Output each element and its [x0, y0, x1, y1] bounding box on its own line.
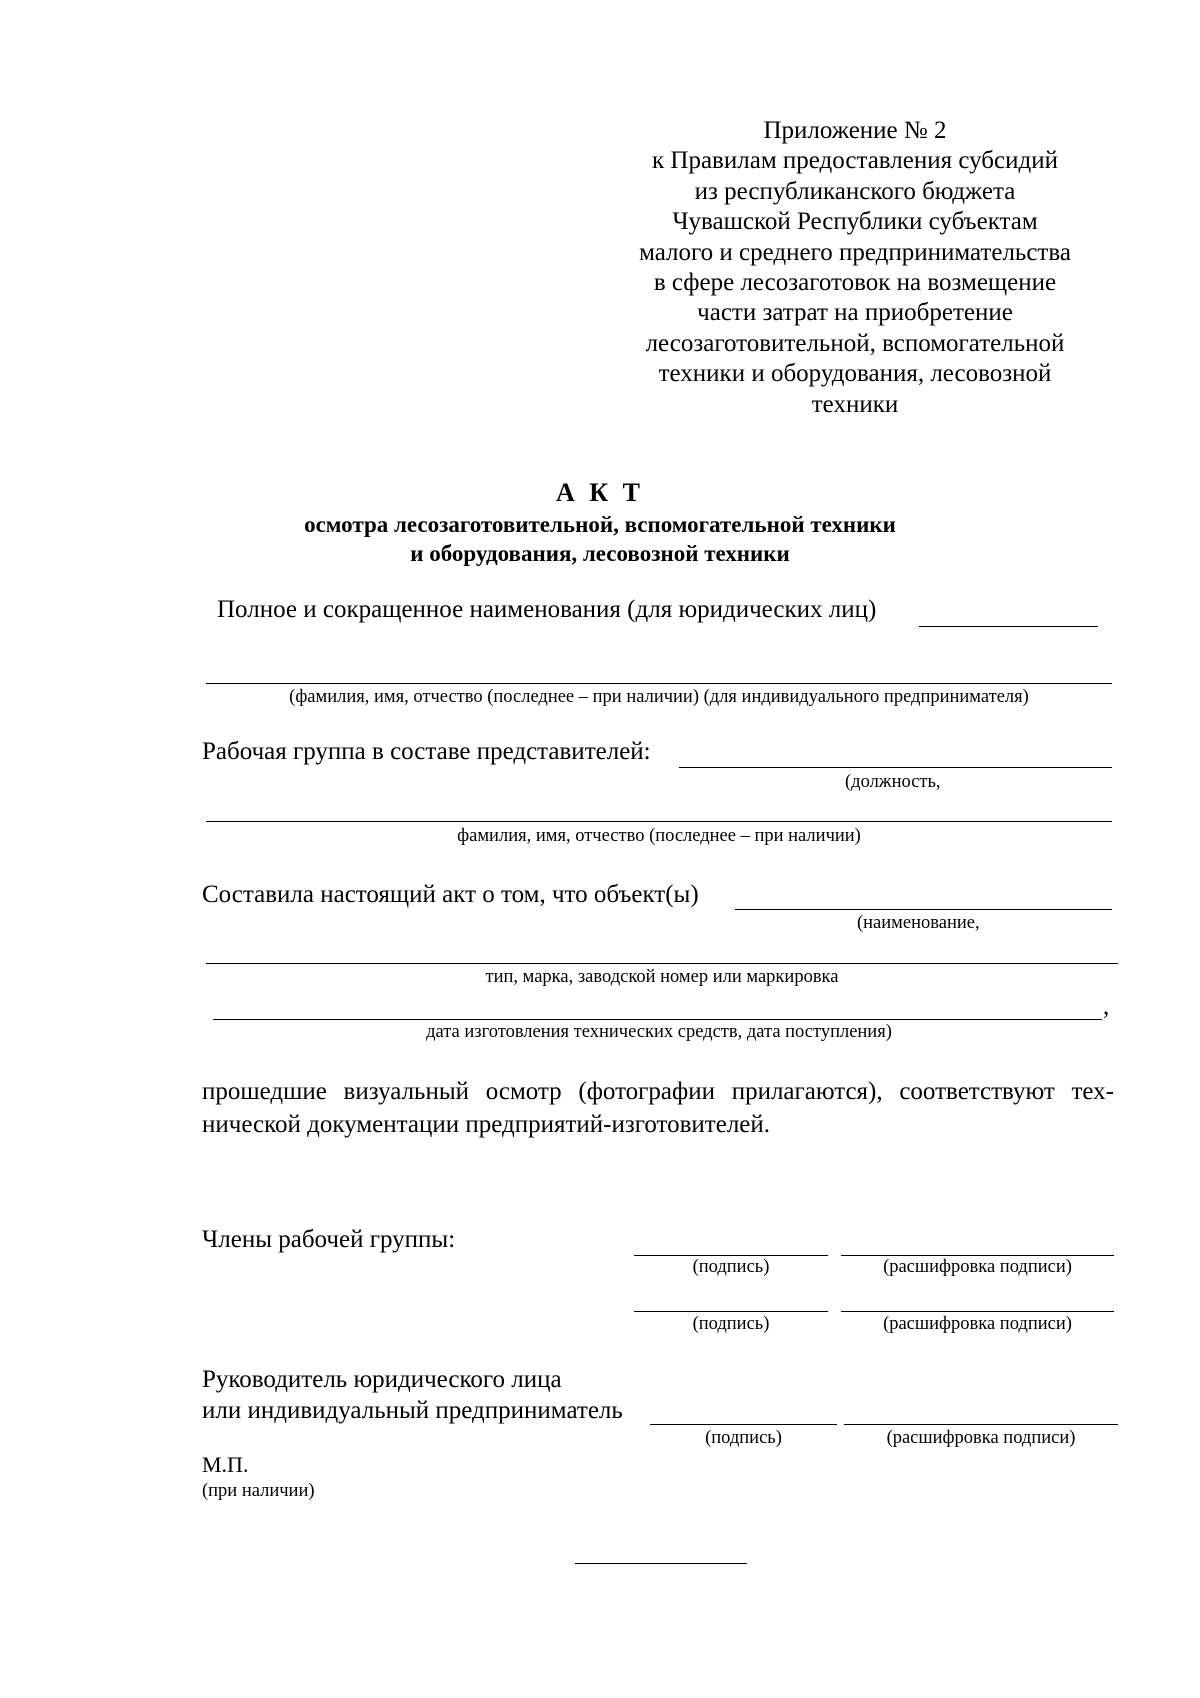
members-label: Члены рабочей группы: [202, 1226, 456, 1253]
object-line-2[interactable] [206, 963, 1118, 964]
appendix-line: в сфере лесозаготовок на возмещение [653, 269, 1057, 297]
head-sign-hint: (подпись) [705, 1428, 782, 1448]
appendix-line: из республиканского бюджета [694, 177, 1016, 205]
object-hint-name: (наименование, [857, 913, 980, 933]
member1-decode-line[interactable] [841, 1255, 1114, 1256]
appendix-line: к Правилам предоставления субсидий [652, 147, 1058, 175]
document-title: А К Т [556, 478, 644, 507]
appendix-line: Приложение № 2 [763, 117, 947, 144]
group-hint-position: (должность, [845, 772, 941, 792]
appendix-block [620, 116, 1090, 420]
org-name-line-2[interactable] [206, 683, 1112, 684]
group-line-1[interactable] [679, 767, 1112, 768]
object-line-1[interactable] [735, 909, 1112, 910]
head-label-line2: или индивидуальный предприниматель [202, 1397, 623, 1424]
org-name-line-1[interactable] [919, 626, 1098, 627]
head-label-line1: Руководитель юридического лица [202, 1366, 562, 1393]
document-subtitle: осмотра лесозаготовительной, вспомогательной техники [304, 512, 896, 537]
member2-sign-hint: (подпись) [692, 1314, 770, 1334]
conclusion-paragraph [202, 1075, 1114, 1141]
object-hint-type: тип, марка, заводской номер или маркировка [485, 967, 839, 987]
object-label: Составила настоящий акт о том, что объект(ы) [202, 881, 699, 908]
member1-signature-line[interactable] [634, 1255, 828, 1256]
stamp-label: М.П. [202, 1452, 249, 1477]
member2-decode-line[interactable] [841, 1311, 1114, 1312]
member2-signature-line[interactable] [634, 1311, 828, 1312]
head-signature-line[interactable] [650, 1424, 837, 1425]
object-comma: , [1103, 993, 1110, 1020]
member1-sign-hint: (подпись) [692, 1257, 770, 1277]
paragraph-line: нической документации предприятий-изготовителей. [202, 1111, 771, 1138]
appendix-line: техники и оборудования, лесовозной [658, 360, 1052, 388]
appendix-line: Чувашской Республики субъектам [672, 208, 1038, 236]
head-decode-line[interactable] [844, 1424, 1118, 1425]
document-subtitle: и оборудования, лесовозной техники [410, 541, 790, 566]
footer-separator [575, 1563, 747, 1564]
appendix-line: малого и среднего предпринимательства [639, 238, 1071, 266]
group-label: Рабочая группа в составе представителей: [202, 738, 651, 765]
org-name-hint: (фамилия, имя, отчество (последнее – при наличии) (для индивидуального предпринимателя) [289, 687, 1029, 707]
appendix-line: лесозаготовительной, вспомогательной [645, 329, 1065, 357]
appendix-line: техники [811, 390, 899, 418]
head-decode-hint: (расшифровка подписи) [886, 1428, 1076, 1448]
object-line-3[interactable] [213, 1019, 1102, 1020]
org-name-label: Полное и сокращенное наименования (для юридических лиц) [217, 596, 877, 623]
member1-decode-hint: (расшифровка подписи) [883, 1257, 1072, 1277]
object-hint-date: дата изготовления технических средств, дата поступления) [426, 1022, 892, 1042]
stamp-hint: (при наличии) [202, 1481, 315, 1501]
group-line-2[interactable] [206, 821, 1112, 822]
paragraph-line: прошедшие визуальный осмотр (фотографии прилагаются), соответствуют тех- [202, 1078, 1114, 1105]
appendix-line: части затрат на приобретение [697, 299, 1013, 327]
member2-decode-hint: (расшифровка подписи) [883, 1314, 1072, 1334]
group-hint-name: фамилия, имя, отчество (последнее – при наличии) [457, 826, 861, 846]
